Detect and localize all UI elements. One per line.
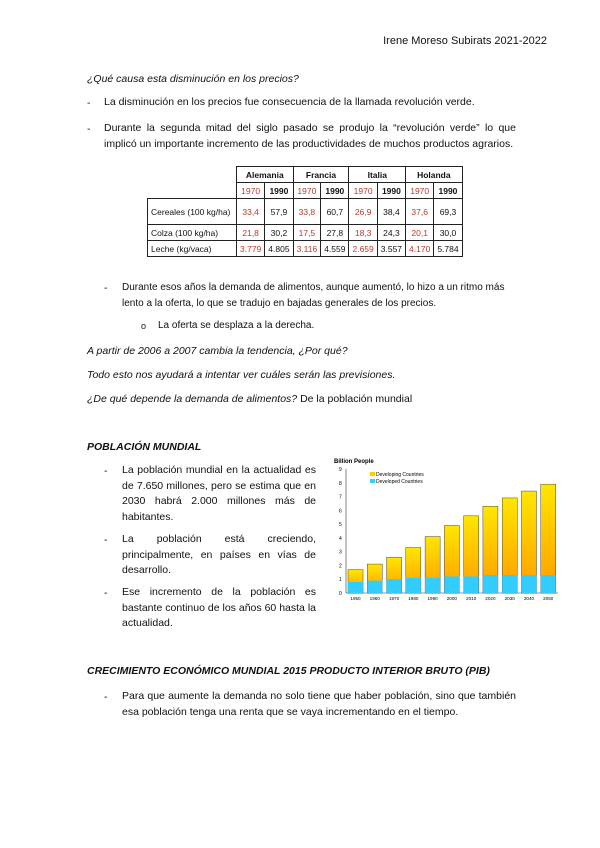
x-tick-label: 2040 [523, 596, 535, 601]
table-cell: 4.170 [406, 241, 434, 257]
table-cell: 24,3 [377, 225, 405, 241]
legend-developed: Developed Countries [376, 479, 423, 485]
country-header: Italia [349, 167, 406, 183]
bar-developed [444, 576, 459, 593]
x-tick-label: 2050 [543, 596, 554, 601]
y-tick-label: 9 [339, 467, 342, 473]
chart-title: Billion People [334, 459, 374, 465]
table-cell: 37,6 [406, 199, 434, 225]
bullet-population-continuous: Ese incremento de la población es bastante continuo de los años 60 hasta la actualidad. [122, 586, 316, 629]
year-cell: 1990 [321, 183, 349, 199]
x-tick-label: 2010 [466, 596, 477, 601]
demand-question: ¿De qué depende la demanda de alimentos? [87, 393, 298, 405]
header-author: Irene Moreso Subirats 2021-2022 [383, 35, 547, 47]
bar-developed [541, 575, 556, 593]
bullet-dash: - [104, 465, 108, 477]
table-cell: 57,9 [265, 199, 293, 225]
bar-developed [406, 578, 421, 593]
section-title-gdp: CRECIMIENTO ECONÓMICO MUNDIAL 2015 PRODUCTO INTERIOR BRUTO (PIB) [87, 665, 490, 677]
y-tick-label: 8 [339, 480, 342, 487]
x-tick-label: 1980 [408, 596, 419, 601]
section-title-population: POBLACIÓN MUNDIAL [87, 441, 202, 453]
y-tick-label: 2 [339, 563, 342, 570]
bar-developed [425, 578, 440, 593]
demand-answer: De la población mundial [300, 393, 413, 405]
bar-developed [521, 575, 536, 593]
y-tick-label: 1 [339, 577, 342, 584]
bullet-green-revolution: La disminución en los precios fue consecuencia de la llamada revolución verde. [104, 96, 475, 108]
bar-developed [483, 575, 498, 593]
year-cell: 1970 [406, 183, 434, 199]
bar-developed [502, 575, 517, 593]
row-label: Colza (100 kg/ha) [148, 225, 237, 241]
x-tick-label: 2000 [446, 596, 457, 601]
bullet-dash: - [87, 123, 91, 135]
table-cell: 69,3 [434, 199, 462, 225]
row-label: Leche (kg/vaca) [148, 241, 237, 257]
table-cell: 30,0 [434, 225, 462, 241]
x-tick-label: 1960 [369, 596, 380, 601]
x-tick-label: 1970 [388, 596, 400, 601]
table-cell: 21,8 [237, 225, 265, 241]
sub-bullet-supply-shift: La oferta se desplaza a la derecha. [158, 320, 315, 331]
x-tick-label: 2030 [504, 596, 515, 601]
year-cell: 1970 [293, 183, 321, 199]
line-forecasts: Todo esto nos ayudará a intentar ver cuáles serán las previsiones. [87, 369, 396, 381]
table-header-row [148, 167, 463, 183]
bar-developed [348, 582, 363, 593]
table-cell: 27,8 [321, 225, 349, 241]
table-row [148, 241, 463, 257]
table-cell: 20,1 [406, 225, 434, 241]
year-cell: 1990 [377, 183, 405, 199]
productivity-table [147, 166, 463, 257]
year-cell: 1970 [349, 183, 377, 199]
year-cell: 1990 [434, 183, 462, 199]
table-cell: 4.559 [321, 241, 349, 257]
year-cell: 1990 [265, 183, 293, 199]
line-trend-change: A partir de 2006 a 2007 cambia la tendencia, ¿Por qué? [87, 345, 348, 357]
table-row [148, 199, 463, 225]
legend-developing: Developing Countries [376, 472, 424, 478]
table-year-row [148, 183, 463, 199]
question-price-drop: ¿Qué causa esta disminución en los precios? [87, 73, 299, 85]
table-cell: 26,9 [349, 199, 377, 225]
table-cell: 18,3 [349, 225, 377, 241]
x-tick-label: 2020 [485, 596, 496, 601]
country-header: Francia [293, 167, 349, 183]
bullet-dash: - [104, 282, 108, 294]
table-cell: 17,5 [293, 225, 321, 241]
x-tick-label: 1990 [427, 596, 438, 601]
bullet-productivity: Durante la segunda mitad del siglo pasado se produjo la “revolución verde” lo que implicó un importante incremento de las productividades de muchos productos agrarios. [104, 122, 516, 150]
table-cell: 60,7 [321, 199, 349, 225]
row-label: Cereales (100 kg/ha) [148, 199, 237, 225]
bullet-dash: - [104, 691, 108, 703]
bar-developed [387, 579, 402, 593]
population-chart [332, 455, 562, 605]
bullet-demand-slower: Durante esos años la demanda de alimentos, aunque aumentó, lo hizo a un ritmo más lento a la oferta, lo que se tradujo en bajadas generales de los precios. [122, 282, 505, 309]
table-cell: 3.779 [237, 241, 265, 257]
table-cell: 33,4 [237, 199, 265, 225]
table-cell: 3.557 [377, 241, 405, 257]
table-cell: 33,8 [293, 199, 321, 225]
y-tick-label: 0 [339, 591, 342, 597]
table-cell: 4.805 [265, 241, 293, 257]
table-cell: 3.116 [293, 241, 321, 257]
table-cell: 30,2 [265, 225, 293, 241]
y-tick-label: 3 [339, 549, 342, 556]
line-demand-depends [87, 393, 412, 405]
country-header: Holanda [406, 167, 463, 183]
bullet-dash: - [104, 587, 108, 599]
sub-bullet-marker: o [141, 321, 147, 331]
bullet-gdp: Para que aumente la demanda no solo tiene que haber población, sino que también esa población tenga una renta que se vaya incrementando en el tiempo. [122, 690, 516, 718]
legend-swatch-developed [370, 479, 375, 483]
x-tick-label: 1950 [350, 596, 361, 601]
y-tick-label: 6 [339, 508, 342, 515]
bullet-population-current: La población mundial en la actualidad es de 7.650 millones, pero se estima que en 2030 habrá 2.000 millones más de habitantes. [122, 464, 316, 523]
country-header: Alemania [237, 167, 294, 183]
year-cell: 1970 [237, 183, 265, 199]
bullet-population-growing: La población está creciendo, principalmente, en países en vías de desarrollo. [122, 533, 316, 576]
table-cell: 2.659 [349, 241, 377, 257]
table-row [148, 225, 463, 241]
bar-developed [464, 576, 479, 593]
bar-developed [367, 581, 382, 593]
table-cell: 5.784 [434, 241, 462, 257]
y-tick-label: 5 [339, 522, 342, 529]
legend-swatch-developing [370, 472, 375, 476]
table-cell: 38,4 [377, 199, 405, 225]
y-tick-label: 7 [339, 494, 342, 501]
y-tick-label: 4 [339, 535, 342, 542]
bullet-dash: - [104, 534, 108, 546]
bullet-dash: - [87, 97, 91, 109]
